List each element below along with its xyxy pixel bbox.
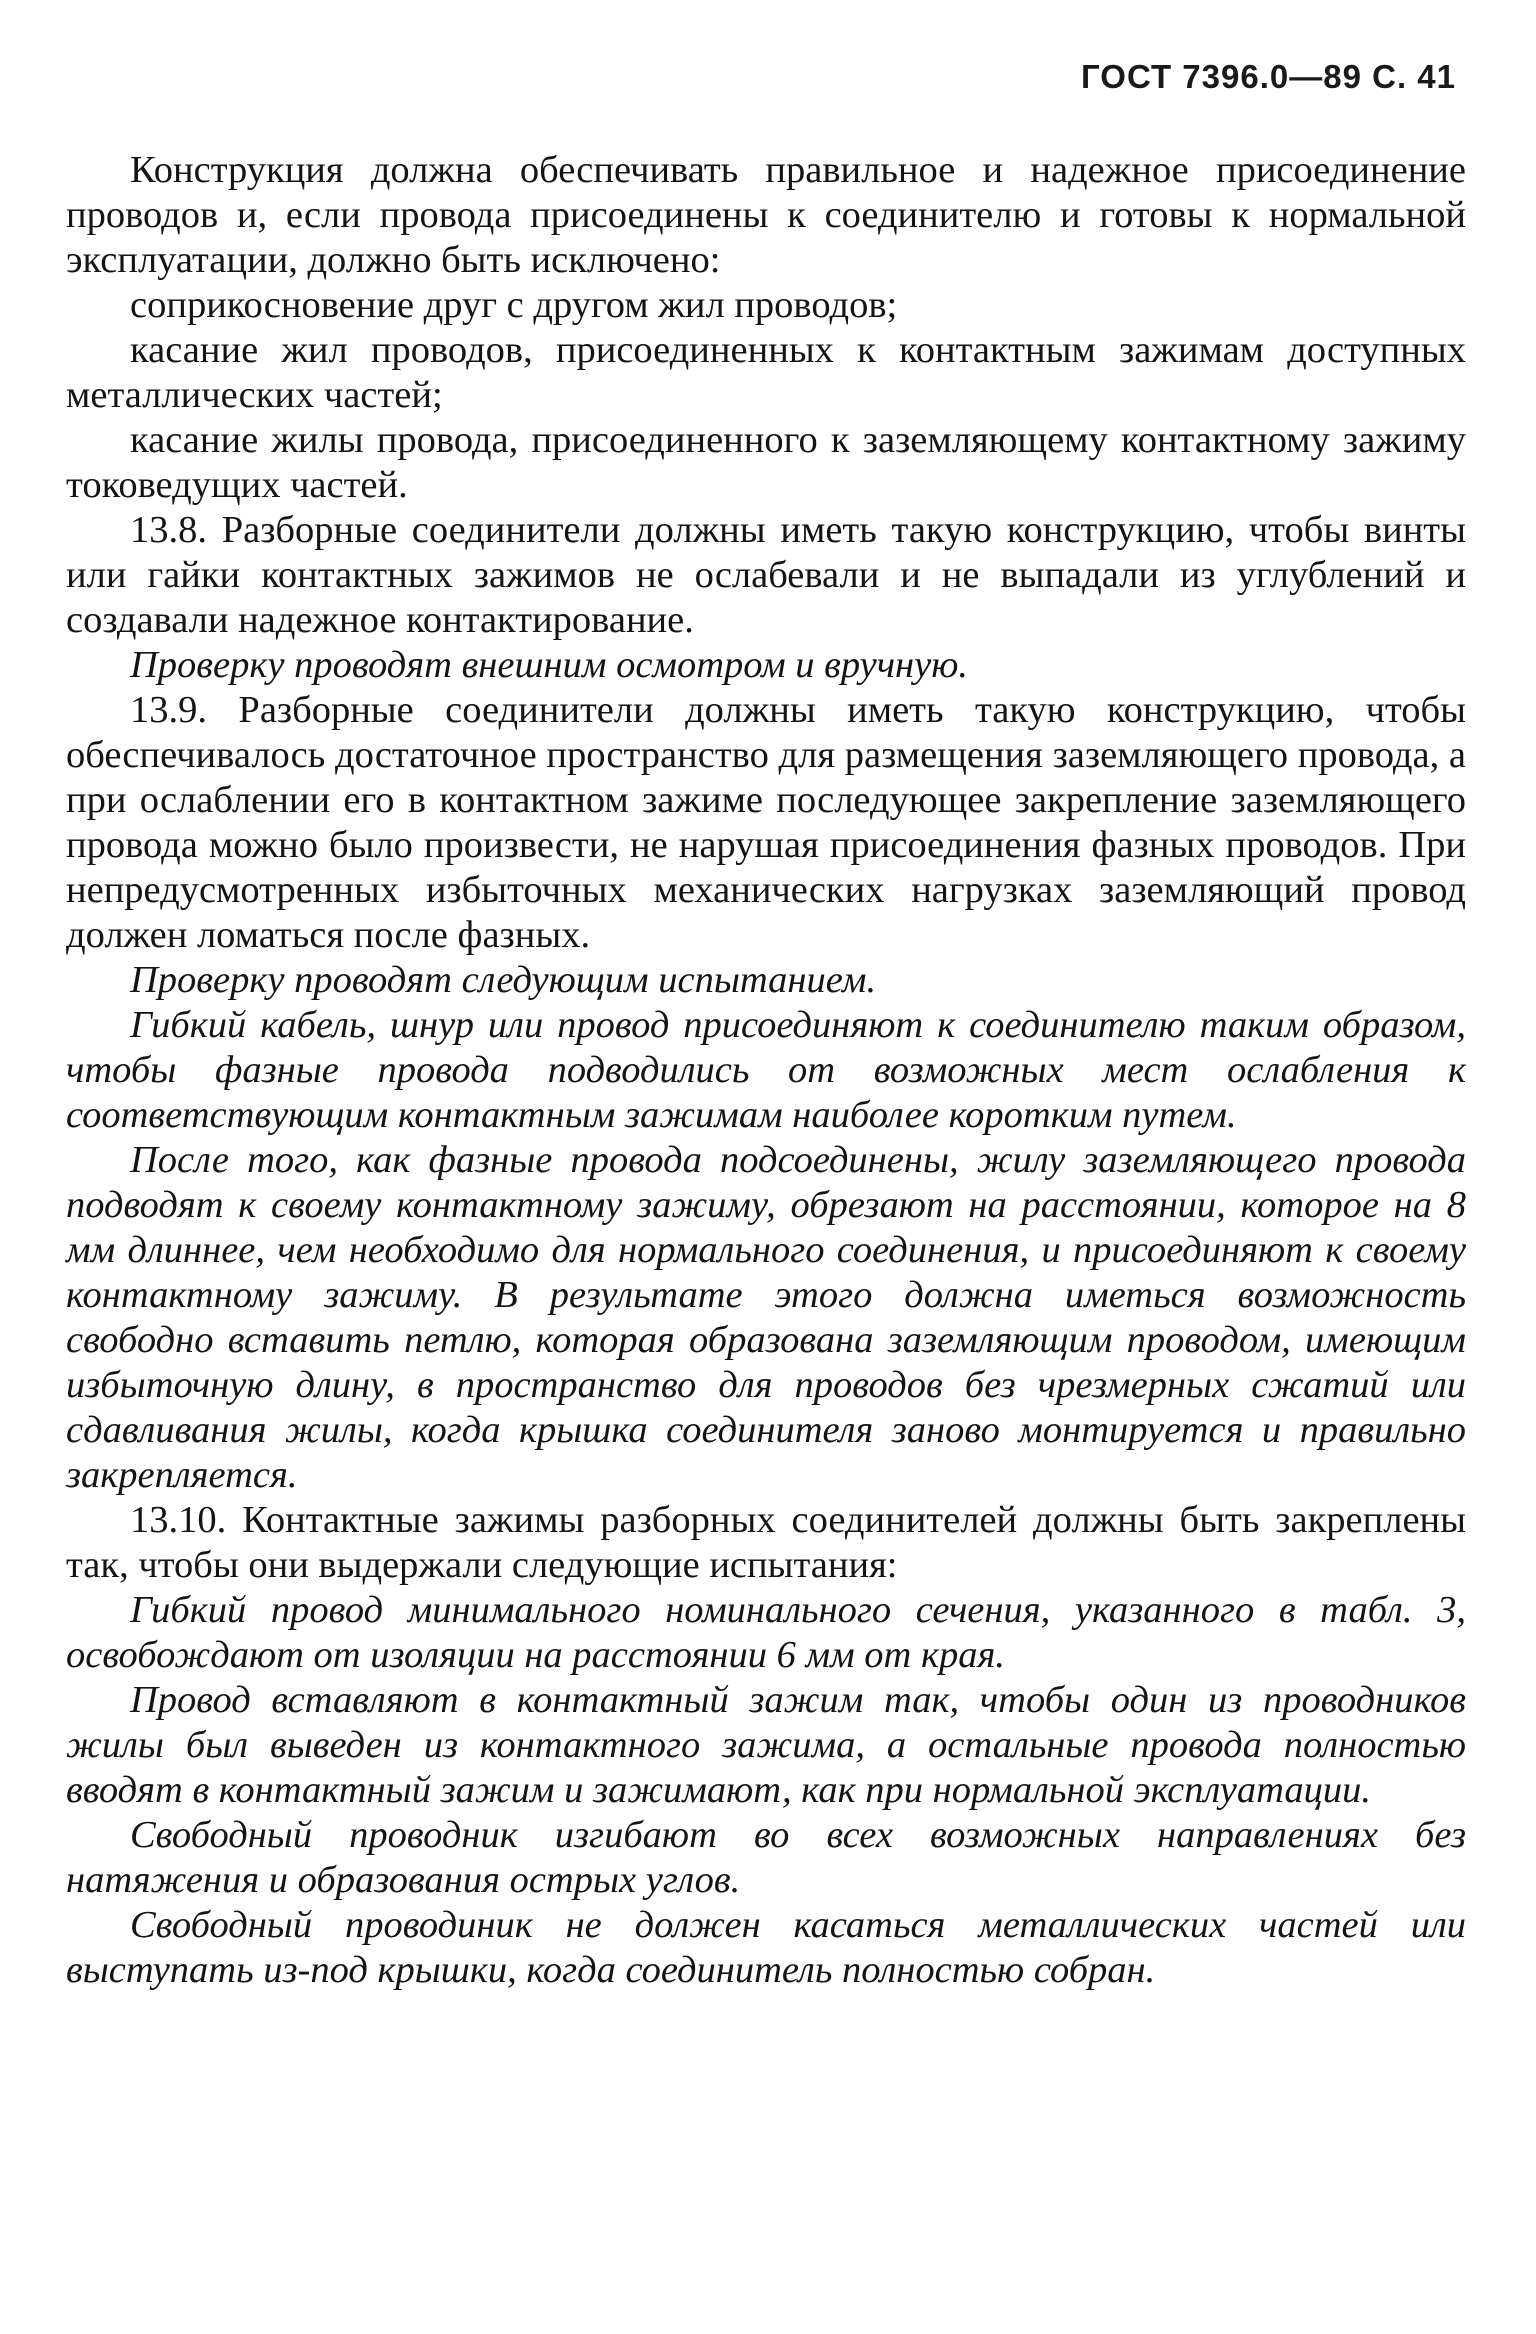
clause-13-9: 13.9. Разборные соединители должны иметь такую конструкцию, чтобы обеспечивалось достаточное пространство для размещения заземляющего провода, а при ослаблении его в контактном зажиме последующее закрепление заземляющего провода можно было произвести, не нарушая присоединения фазных проводов. При непредусмотренных избыточных механических нагрузках заземляющий провод должен ломаться после фазных. (66, 689, 1466, 956)
test-procedure-13-10-b: Провод вставляют в контактный зажим так, чтобы один из проводников жилы был выведен из контактного зажима, а остальные провода полностью вводят в контактный зажим и зажимают, как при нормальной эксплуатации. (66, 1679, 1466, 1811)
test-note-13-9: Проверку проводят следующим испытанием. (130, 959, 877, 1001)
test-note-13-8: Проверку проводят внешним осмотром и вручную. (130, 644, 969, 686)
clause-13-10: 13.10. Контактные зажимы разборных соединителей должны быть закреплены так, чтобы они выдержали следующие испытания: (66, 1499, 1466, 1586)
clause-13-8: 13.8. Разборные соединители должны иметь такую конструкцию, чтобы винты или гайки контактных зажимов не ослабевали и не выпадали из углублений и создавали надежное контактирование. (66, 509, 1466, 641)
test-procedure-13-9-a: Гибкий кабель, шнур или провод присоединяют к соединителю таким образом, чтобы фазные провода подводились от возможных мест ослабления к соответствующим контактным зажимам наиболее коротким путем. (66, 1004, 1466, 1136)
page-header: ГОСТ 7396.0—89 С. 41 (1081, 58, 1456, 95)
test-procedure-13-10-d: Свободный проводиник не должен касаться металлических частей или выступать из-под крышки, когда соединитель полностью собран. (66, 1904, 1466, 1991)
body-text (66, 148, 1466, 1993)
test-procedure-13-10-c: Свободный проводник изгибают во всех возможных направлениях без натяжения и образования острых углов. (66, 1814, 1466, 1901)
paragraph-contact-list-2: касание жил проводов, присоединенных к контактным зажимам доступных металлических частей; (66, 329, 1466, 416)
test-procedure-13-9-b: После того, как фазные провода подсоединены, жилу заземляющего провода подводят к своему контактному зажиму, обрезают на расстоянии, которое на 8 мм длиннее, чем необходимо для нормального соединения, и присоединяют к своему контактному зажиму. В результате этого должна иметься возможность свободно вставить петлю, которая образована заземляющим проводом, имеющим избыточную длину, в пространство для проводов без чрезмерных сжатий или сдавливания жилы, когда крышка соединителя заново монтируется и правильно закрепляется. (66, 1139, 1466, 1496)
test-procedure-13-10-a: Гибкий провод минимального номинального сечения, указанного в табл. 3, освобождают от изоляции на расстоянии 6 мм от края. (66, 1589, 1466, 1676)
paragraph-contact-list-3: касание жилы провода, присоединенного к заземляющему контактному зажиму токоведущих частей. (66, 419, 1466, 506)
paragraph-construction: Конструкция должна обеспечивать правильное и надежное присоединение проводов и, если провода присоединены к соединителю и готовы к нормальной эксплуатации, должно быть исключено: (66, 149, 1466, 281)
paragraph-contact-list-1: соприкосновение друг с другом жил проводов; (130, 284, 898, 326)
